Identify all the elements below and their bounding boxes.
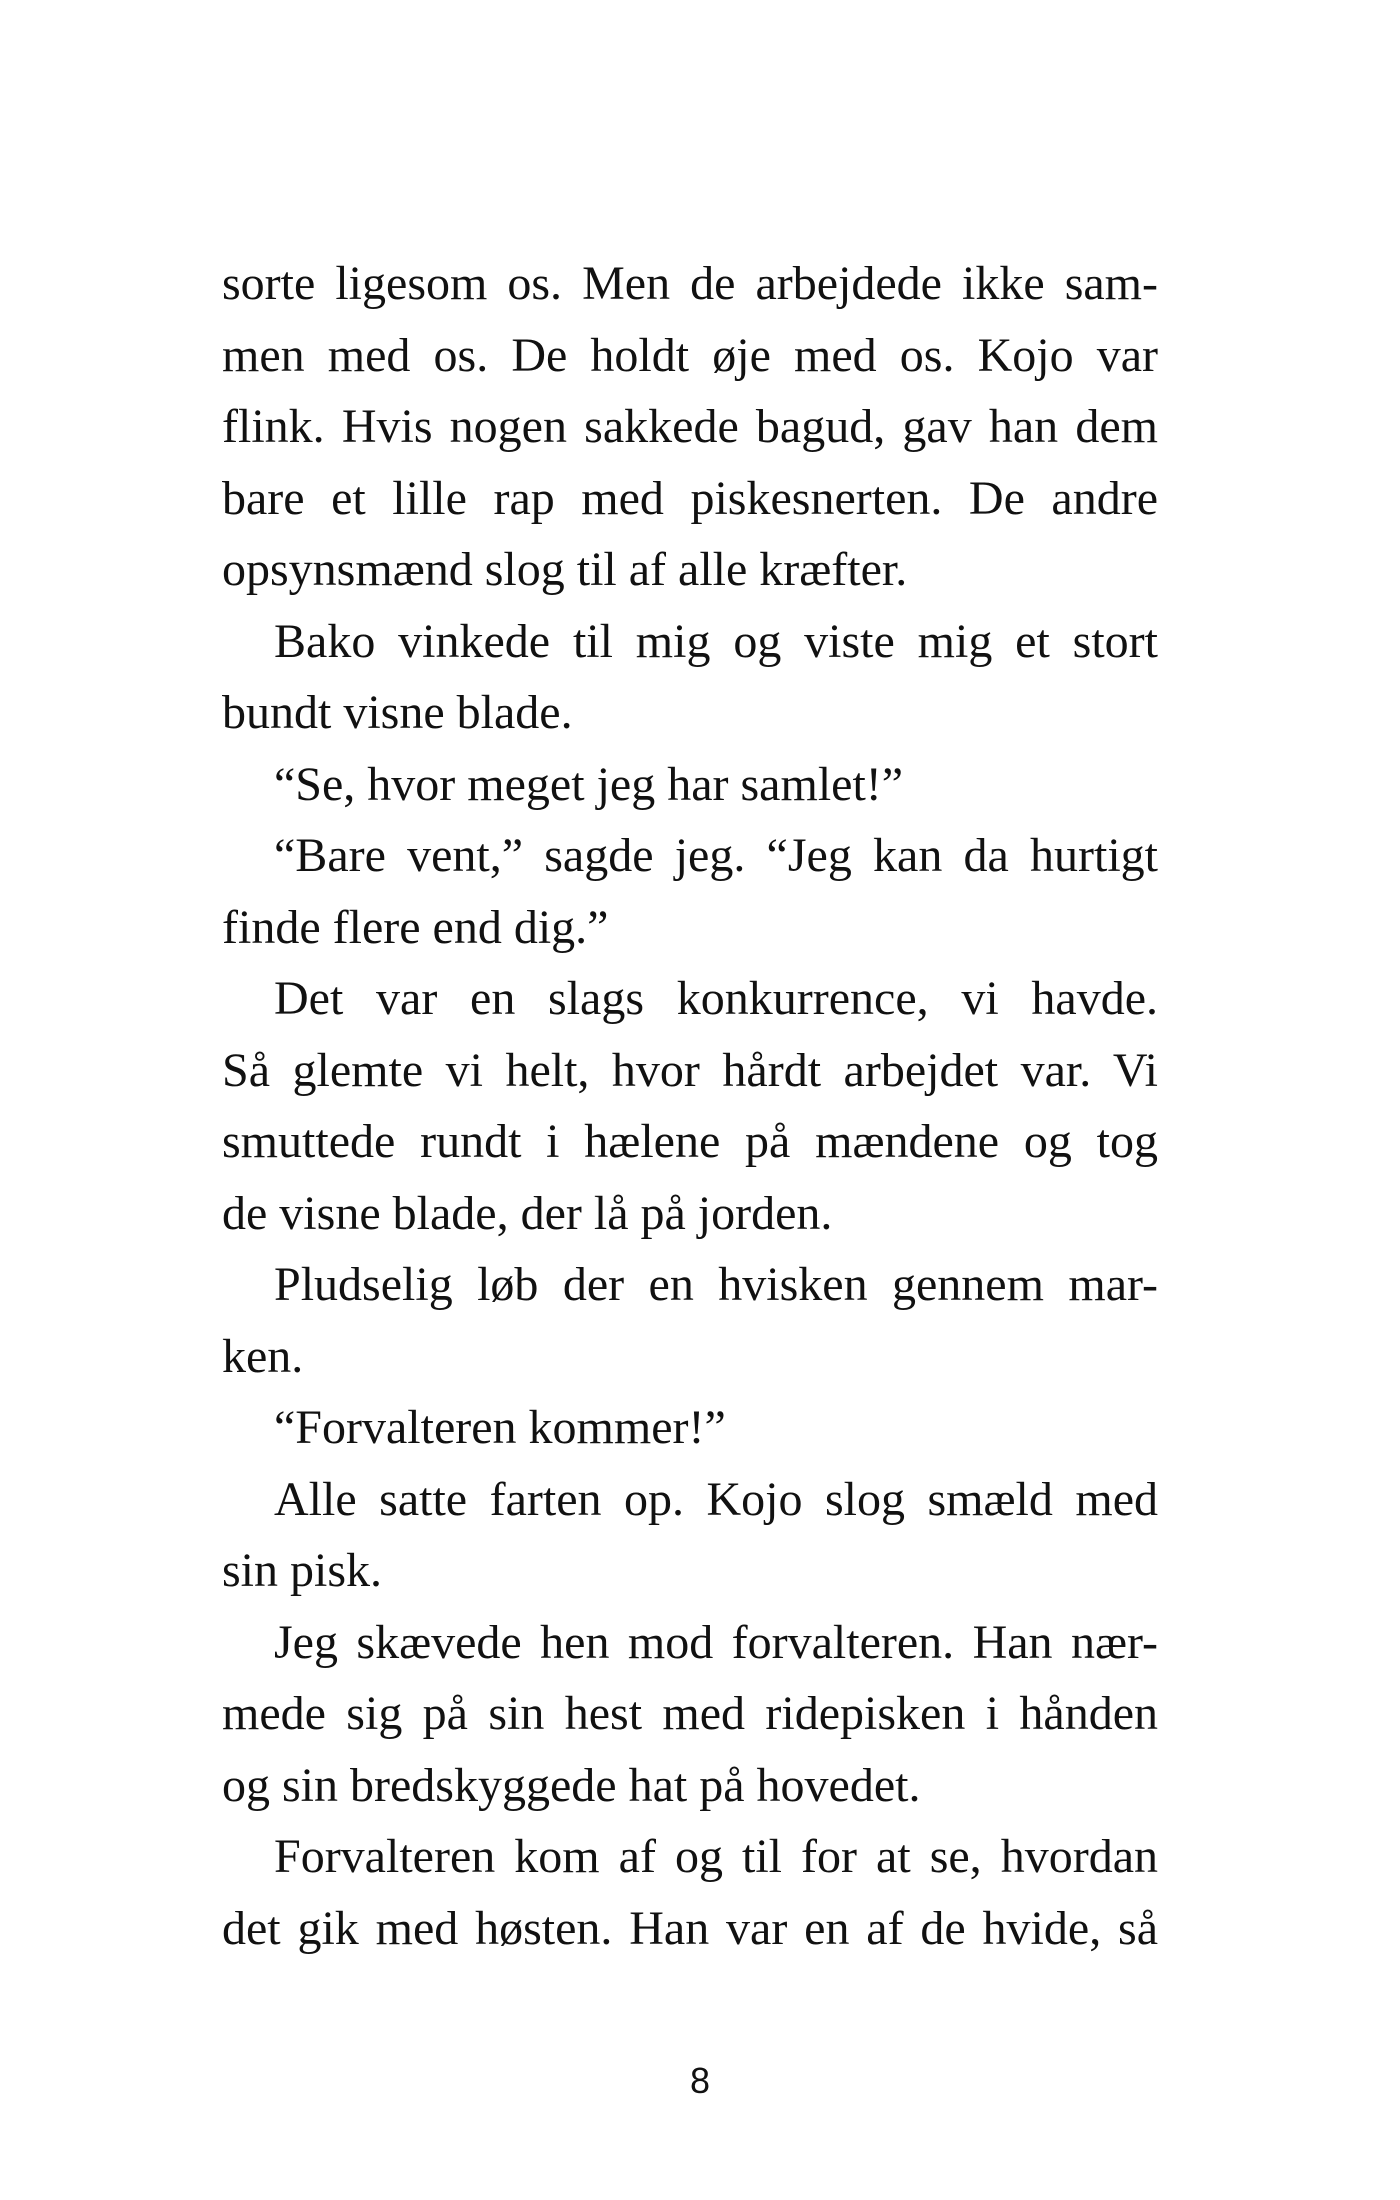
text-line: flink. Hvis nogen sakkede bagud, gav han dem bbox=[222, 400, 1158, 453]
text-line: mede sig på sin hest med ridepisken i hånden bbox=[222, 1687, 1158, 1740]
text-line: “Se, hvor meget jeg har samlet!” bbox=[274, 757, 904, 811]
text-line: smuttede rundt i hælene på mændene og tog bbox=[222, 1115, 1158, 1168]
text-line: bundt visne blade. bbox=[222, 686, 573, 739]
text-line: Jeg skævede hen mod forvalteren. Han nær- bbox=[274, 1615, 1158, 1669]
text-line: Alle satte farten op. Kojo slog smæld med bbox=[274, 1472, 1158, 1526]
page-number: 8 bbox=[689, 2060, 711, 2101]
text-line: “Forvalteren kommer!” bbox=[274, 1401, 726, 1454]
text-line: de visne blade, der lå på jorden. bbox=[222, 1186, 833, 1240]
text-line: “Bare vent,” sagde jeg. “Jeg kan da hurtigt bbox=[274, 829, 1158, 882]
text-line: bare et lille rap med piskesnerten. De andre bbox=[222, 471, 1158, 525]
text-line: Bako vinkede til mig og viste mig et stort bbox=[274, 614, 1158, 668]
text-line: ken. bbox=[222, 1329, 304, 1383]
text-line: finde flere end dig.” bbox=[222, 900, 609, 954]
text-line: og sin bredskyggede hat på hovedet. bbox=[222, 1758, 921, 1812]
text-line: Pludselig løb der en hvisken gennem mar- bbox=[274, 1258, 1158, 1311]
text-line: Forvalteren kom af og til for at se, hvordan bbox=[274, 1830, 1158, 1883]
body-text bbox=[222, 248, 1158, 1964]
text-line: men med os. De holdt øje med os. Kojo var bbox=[222, 328, 1158, 382]
text-line: sin pisk. bbox=[222, 1544, 383, 1597]
text-line: Så glemte vi helt, hvor hårdt arbejdet var. Vi bbox=[222, 1043, 1158, 1097]
text-line: sorte ligesom os. Men de arbejdede ikke sam- bbox=[222, 257, 1158, 310]
text-line: Det var en slags konkurrence, vi havde. bbox=[274, 972, 1158, 1025]
text-line: opsynsmænd slog til af alle kræfter. bbox=[222, 543, 908, 596]
text-line: det gik med høsten. Han var en af de hvide, så bbox=[222, 1901, 1158, 1955]
